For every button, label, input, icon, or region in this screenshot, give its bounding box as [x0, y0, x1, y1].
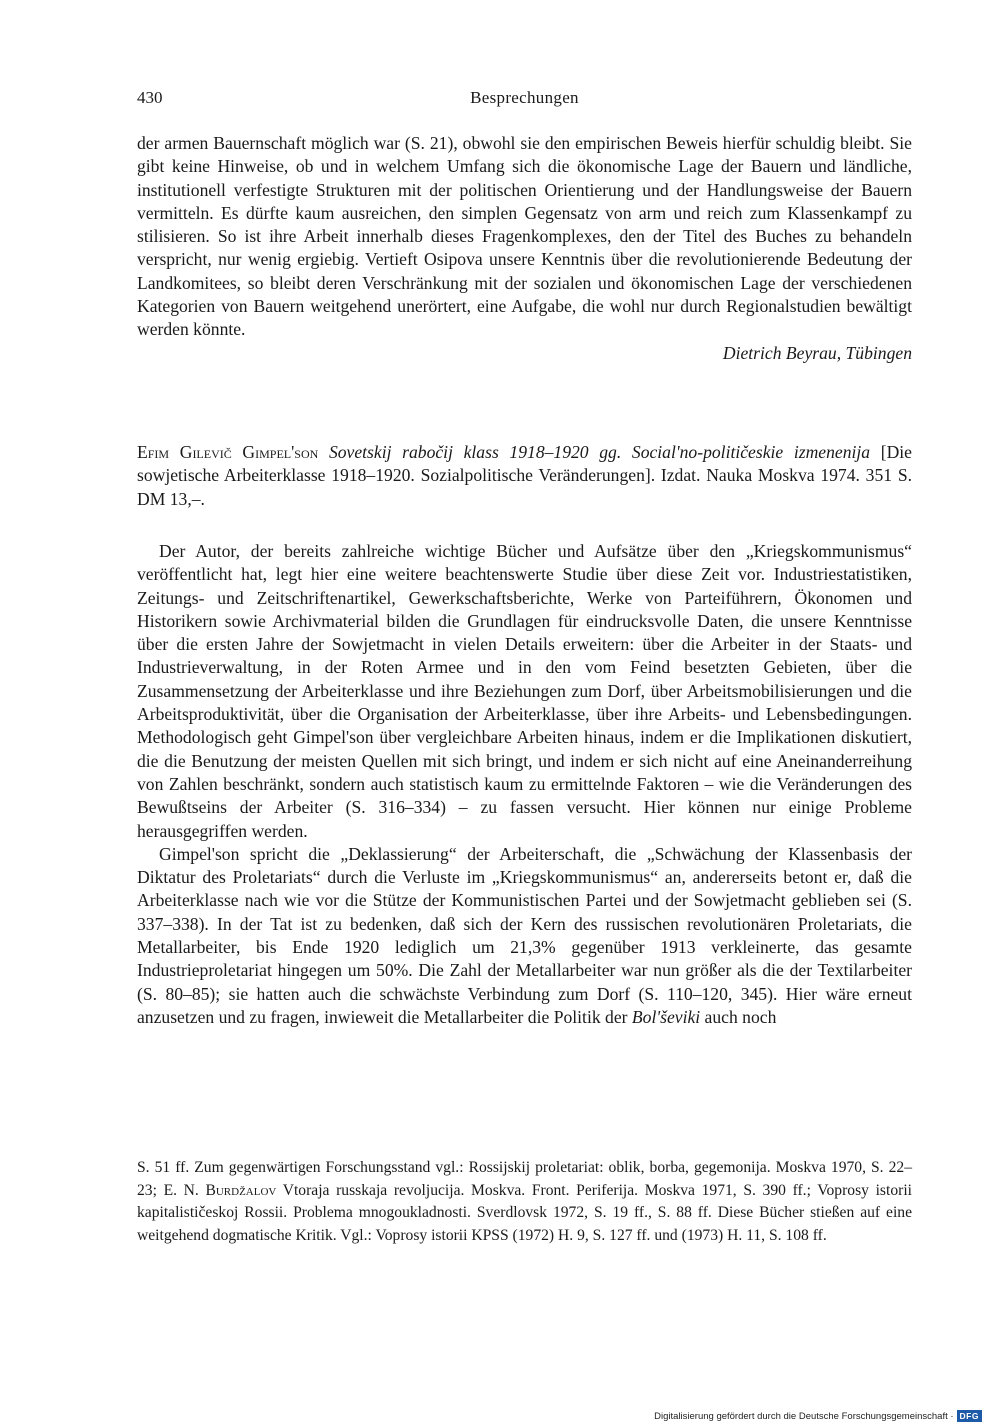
- review-2-paragraph-1: Der Autor, der bereits zahlreiche wichtige Bücher und Aufsätze über den „Kriegskommunismus“ veröffentlicht hat, legt hier eine weitere beachtenswerte Studie über diese Zeit vor. Industriestatistiken, Zeitungs- und Zeitschriftenartikel, Gewerkschaftsberichte, Werke von Parteiführern, Ökonomen und Historikern sowie Archivmaterial bilden die Grundlagen für eindrucksvolle Daten, die unsere Kenntnisse über die ersten Jahre der Sowjetmacht in vielen Details erweitern: über die Arbeiter in der Staats- und Industrieverwaltung, in der Roten Armee und in den vom Feind besetzten Gebieten, über die Zusammensetzung der Arbeiterklasse und ihre Beziehungen zum Dorf, über Arbeitsmobilisierungen und die Arbeitsproduktivität, über die Organisation der Arbeiterklasse, über ihre Arbeits- und Lebensbedingungen. Methodologisch geht Gimpel'son über vergleichbare Arbeiten hinaus, indem er die Implikationen diskutiert, die die Benutzung der meisten Quellen mit sich bringt, und indem er sich nicht auf eine Aneinanderreihung von Zahlen beschränkt, sondern auch statistisch kaum zu ermittelnde Faktoren – wie die Veränderungen des Bewußtseins der Arbeiter (S. 316–334) – zu fassen versucht. Hier können nur einige Probleme herausgegriffen werden.: [137, 541, 912, 841]
- review-2-paragraph-2: [137, 843, 912, 1029]
- footnote: [137, 1157, 912, 1247]
- running-head: Besprechungen: [470, 88, 579, 107]
- page-header: [137, 88, 912, 114]
- review-2-title: Sovetskij rabočij klass 1918–1920 gg. Social'no-političeskie izmenenija: [328, 442, 871, 462]
- page-number: 430: [137, 88, 163, 107]
- footnote-author: Burdžalov: [205, 1181, 277, 1199]
- review-2-author: Efim Gilevič Gimpel'son: [137, 442, 319, 462]
- review-1-signature: Dietrich Beyrau, Tübingen: [722, 342, 912, 363]
- review-2-paragraph-2-text: Gimpel'son spricht die „Deklassierung“ der Arbeiterschaft, die „Schwächung der Klassenbasis der Diktatur des Proletariats“ durch die Verluste im „Kriegskommunismus“ an, andererseits betont er, daß die Arbeiterklasse nach wie vor die Stütze der Kommunistischen Partei und der Sowjetmacht geblieben sei (S. 337–338). In der Tat ist zu bedenken, daß sich der Kern des russischen revolutionären Proletariats, die Metallarbeiter, bis Ende 1920 lediglich um 21,3% gegenüber 1913 verkleinerte, das gesamte Industrieproletariat hingegen um 50%. Die Zahl der Metallarbeiter war nun größer als die der Textilarbeiter (S. 80–85); sie hatten auch die schwächste Verbindung zum Dorf (S. 110–120, 345). Hier wäre erneut anzusetzen und zu fragen, inwieweit die Metallarbeiter die Politik der: [137, 843, 912, 1027]
- review-2-body: [137, 540, 912, 1029]
- footer-text: Digitalisierung gefördert durch die Deutsche Forschungsgemeinschaft ·: [654, 1410, 954, 1422]
- review-1-paragraph: der armen Bauernschaft möglich war (S. 21), obwohl sie den empirischen Beweis hierfür schuldig bleibt. Sie gibt keine Hinweise, ob und in welchem Umfang sich die ökonomische Lage der Bauern und ländliche, institutionell verfestigte Strukturen mit der politischen Orientierung und der Handlungsweise der Bauern vermitteln. Es dürfte kaum ausreichen, den simplen Gegensatz von arm und reich zum Klassenkampf zu stilisieren. So ist ihre Arbeit innerhalb dieses Fragenkomplexes, den der Titel des Buches zu behandeln verspricht, nur wenig ergiebig. Vertieft Osipova unsere Kenntnis über die revolutionierende Bedeutung der Landkomitees, so bleibt deren Verschränkung mit der sozialen und ökonomischen Lage der verschiedenen Kategorien von Bauern weitgehend unerörtert, eine Aufgabe, die wohl nur durch Regionalstudien bewältigt werden könnte.: [137, 133, 912, 340]
- review-2-paragraph-2-tail: auch noch: [700, 1006, 777, 1027]
- review-2-details: [Die sowjetische Arbeiterklasse 1918–1920. Sozialpolitische Veränderungen]. Izdat. Nauka Moskva 1974. 351 S. DM 13,–.: [137, 442, 912, 509]
- review-1-body: [137, 132, 912, 365]
- review-2-bibliography: [137, 441, 912, 511]
- footnote-part-2: Vtoraja russkaja revoljucija. Moskva. Front. Periferija. Moskva 1971, S. 390 ff.; Voprosy istorii kapitalističeskoj Rossii. Problema mnogoukladnosti. Sverdlovsk 1972, S. 19 ff., S. 88 ff. Diese Bücher stießen auf eine weitgehend dogmatische Kritik. Vgl.: Voprosy istorii KPSS (1972) H. 9, S. 127 ff. und (1973) H. 11, S. 108 ff.: [137, 1181, 912, 1244]
- digitization-footer: [654, 1410, 982, 1422]
- review-2-italic-term: Bol'ševiki: [631, 1006, 701, 1027]
- footnote-part-1: S. 51 ff. Zum gegenwärtigen Forschungsstand vgl.: Rossijskij proletariat: oblik, borba, gegemonija. Moskva 1970, S. 22–23; E. N.: [137, 1159, 912, 1199]
- dfg-logo: DFG: [957, 1410, 982, 1422]
